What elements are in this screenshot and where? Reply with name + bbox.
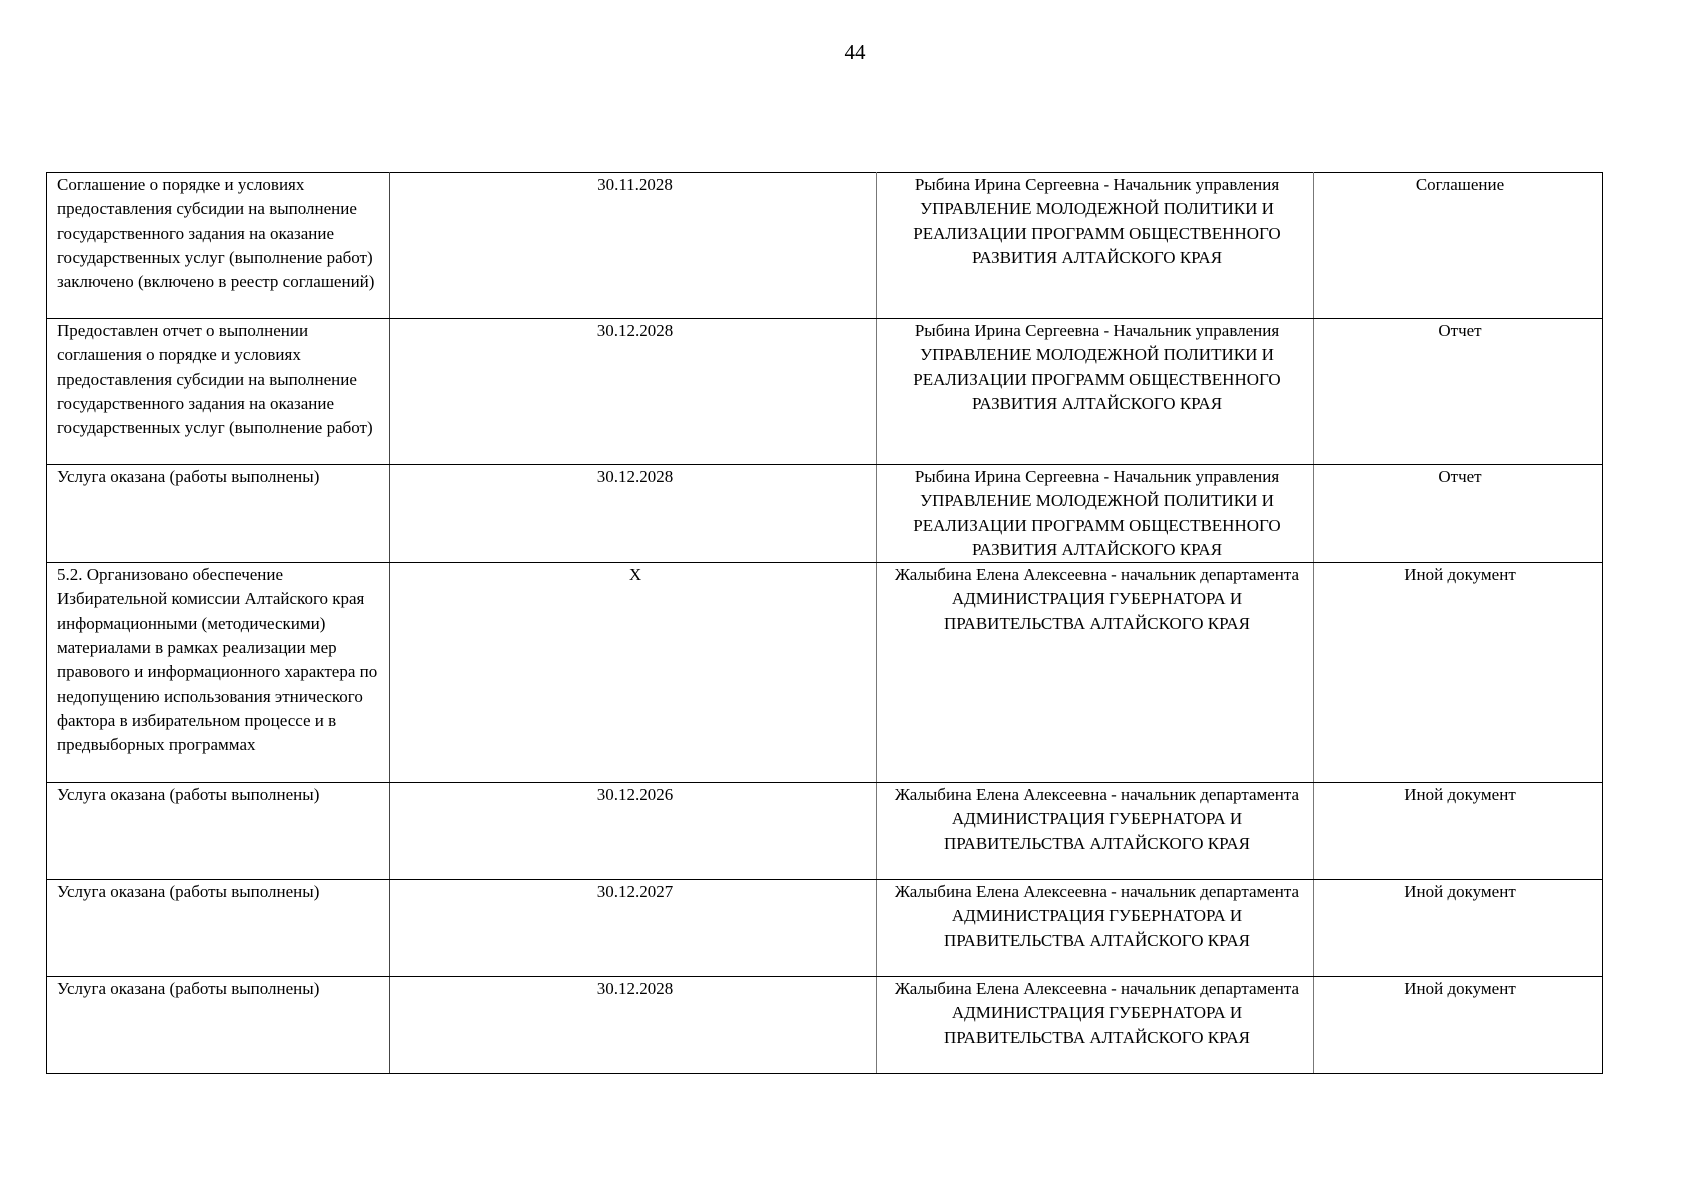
deadline-date: X xyxy=(390,563,877,783)
responsible-person: Жалыбина Елена Алексеевна - начальник департамента xyxy=(894,979,1300,999)
control-point-name: Услуга оказана (работы выполнены) xyxy=(47,977,390,1074)
deadline-date: 30.12.2028 xyxy=(390,319,877,465)
deadline-date: 30.12.2026 xyxy=(390,783,877,880)
responsible-organization: УПРАВЛЕНИЕ МОЛОДЕЖНОЙ ПОЛИТИКИ И РЕАЛИЗАЦИИ ПРОГРАММ ОБЩЕСТВЕННОГО РАЗВИТИЯ АЛТАЙСКОГО КРАЯ xyxy=(913,491,1281,559)
responsible-organization: АДМИНИСТРАЦИЯ ГУБЕРНАТОРА И ПРАВИТЕЛЬСТВА АЛТАЙСКОГО КРАЯ xyxy=(944,906,1250,950)
responsible-cell xyxy=(877,880,1314,977)
control-point-name: Соглашение о порядке и условиях предоставления субсидии на выполнение государственного задания на оказание государственных услуг (выполнение работ) заключено (включено в реестр соглашений) xyxy=(47,173,390,319)
document-type: Иной документ xyxy=(1314,880,1603,977)
responsible-cell xyxy=(877,783,1314,880)
responsible-cell xyxy=(877,465,1314,563)
table-row xyxy=(47,977,1603,1074)
responsible-cell xyxy=(877,563,1314,783)
document-type: Соглашение xyxy=(1314,173,1603,319)
document-type: Отчет xyxy=(1314,465,1603,563)
table-row xyxy=(47,319,1603,465)
responsible-organization: УПРАВЛЕНИЕ МОЛОДЕЖНОЙ ПОЛИТИКИ И РЕАЛИЗАЦИИ ПРОГРАММ ОБЩЕСТВЕННОГО РАЗВИТИЯ АЛТАЙСКОГО КРАЯ xyxy=(913,199,1281,267)
control-point-name: Услуга оказана (работы выполнены) xyxy=(47,465,390,563)
deadline-date: 30.12.2028 xyxy=(390,977,877,1074)
table-row xyxy=(47,465,1603,563)
control-point-name: 5.2. Организовано обеспечение Избирательной комиссии Алтайского края информационными (методическими) материалами в рамках реализации мер правового и информационного характера по недопущению использования этнического фактора в избирательном процессе и в предвыборных программах xyxy=(47,563,390,783)
responsible-organization: АДМИНИСТРАЦИЯ ГУБЕРНАТОРА И ПРАВИТЕЛЬСТВА АЛТАЙСКОГО КРАЯ xyxy=(944,1003,1250,1047)
responsible-organization: УПРАВЛЕНИЕ МОЛОДЕЖНОЙ ПОЛИТИКИ И РЕАЛИЗАЦИИ ПРОГРАММ ОБЩЕСТВЕННОГО РАЗВИТИЯ АЛТАЙСКОГО КРАЯ xyxy=(913,345,1281,413)
control-point-name: Услуга оказана (работы выполнены) xyxy=(47,880,390,977)
responsible-person: Жалыбина Елена Алексеевна - начальник департамента xyxy=(894,882,1300,902)
control-points-table xyxy=(46,172,1603,1074)
responsible-person: Жалыбина Елена Алексеевна - начальник департамента xyxy=(894,565,1300,585)
deadline-date: 30.11.2028 xyxy=(390,173,877,319)
responsible-organization: АДМИНИСТРАЦИЯ ГУБЕРНАТОРА И ПРАВИТЕЛЬСТВА АЛТАЙСКОГО КРАЯ xyxy=(944,809,1250,853)
deadline-date: 30.12.2028 xyxy=(390,465,877,563)
document-type: Иной документ xyxy=(1314,563,1603,783)
table-row xyxy=(47,563,1603,783)
responsible-person: Жалыбина Елена Алексеевна - начальник департамента xyxy=(894,785,1300,805)
responsible-cell xyxy=(877,319,1314,465)
responsible-cell xyxy=(877,173,1314,319)
table-row xyxy=(47,173,1603,319)
control-point-name: Предоставлен отчет о выполнении соглашения о порядке и условиях предоставления субсидии на выполнение государственного задания на оказание государственных услуг (выполнение работ) xyxy=(47,319,390,465)
page-number: 44 xyxy=(844,40,866,64)
table-row xyxy=(47,880,1603,977)
document-type: Отчет xyxy=(1314,319,1603,465)
responsible-person: Рыбина Ирина Сергеевна - Начальник управления xyxy=(914,175,1280,194)
responsible-person: Рыбина Ирина Сергеевна - Начальник управления xyxy=(914,321,1280,340)
responsible-cell xyxy=(877,977,1314,1074)
table-row xyxy=(47,783,1603,880)
footer-divider xyxy=(46,1073,112,1074)
control-point-name: Услуга оказана (работы выполнены) xyxy=(47,783,390,880)
document-type: Иной документ xyxy=(1314,783,1603,880)
responsible-person: Рыбина Ирина Сергеевна - Начальник управления xyxy=(914,467,1280,486)
document-type: Иной документ xyxy=(1314,977,1603,1074)
deadline-date: 30.12.2027 xyxy=(390,880,877,977)
responsible-organization: АДМИНИСТРАЦИЯ ГУБЕРНАТОРА И ПРАВИТЕЛЬСТВА АЛТАЙСКОГО КРАЯ xyxy=(944,589,1250,633)
